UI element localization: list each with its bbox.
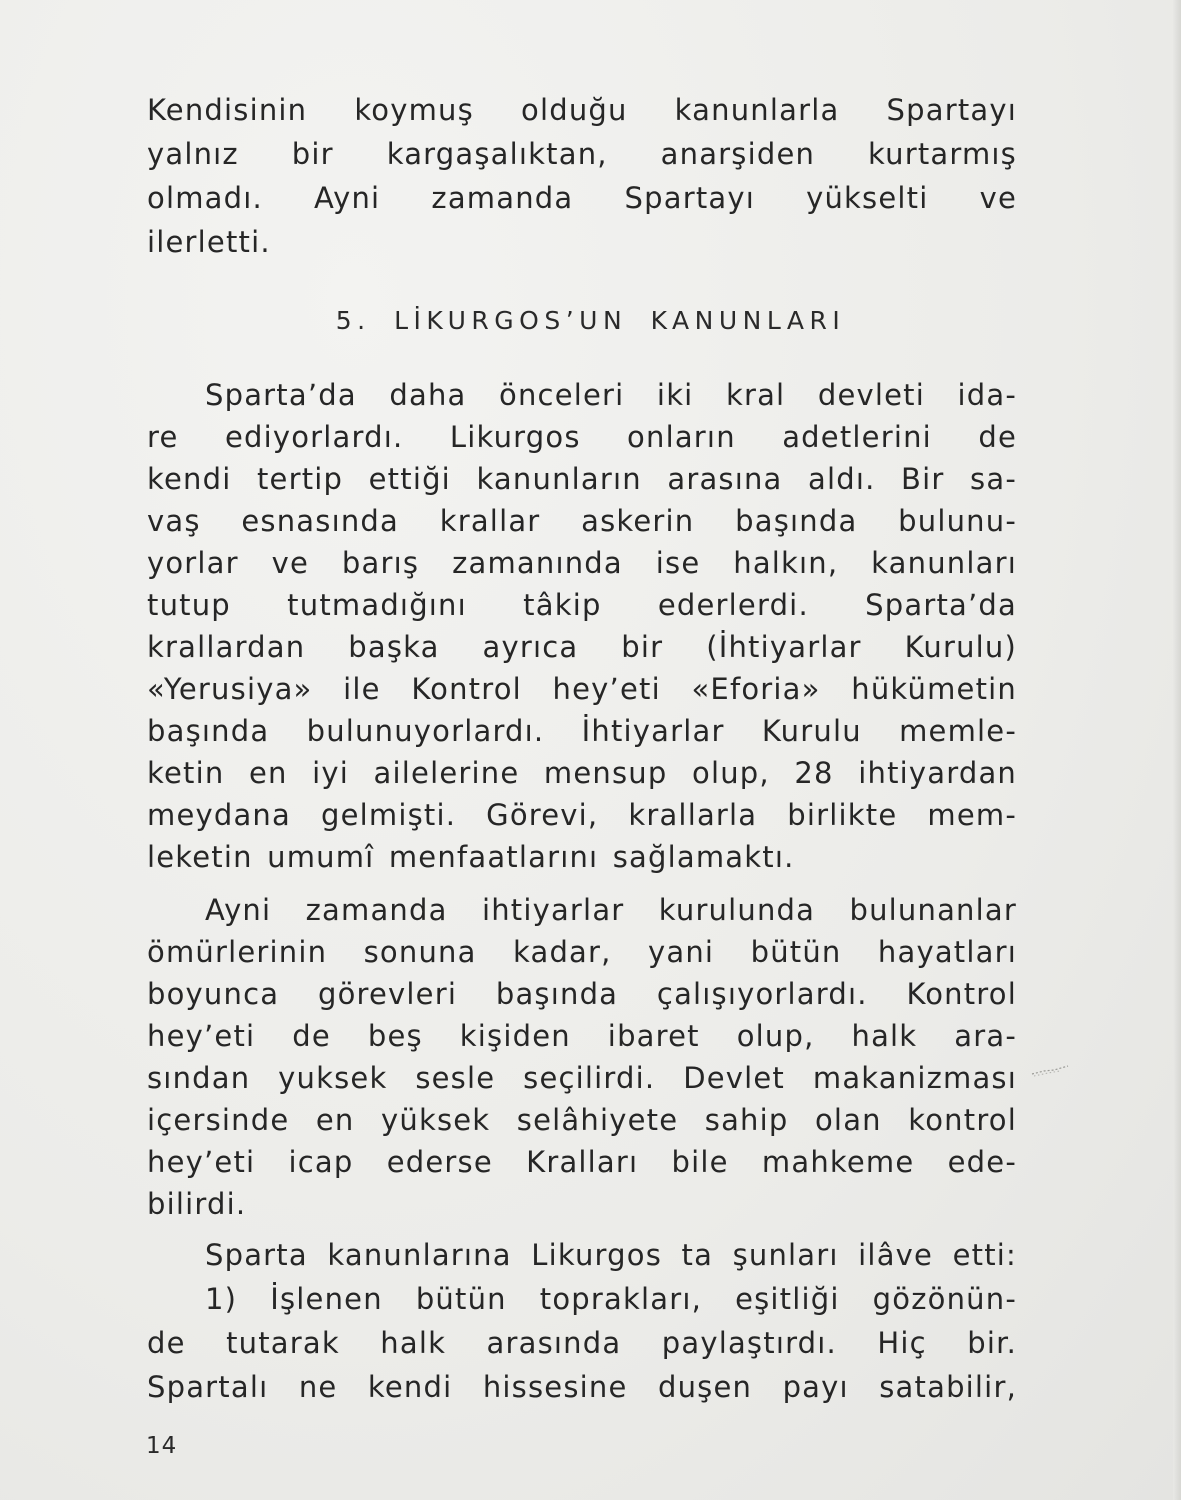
text-line: olmadı. Ayni zamanda Spartayı yükselti ve [147, 181, 1017, 215]
text-line: ilerletti. [147, 225, 271, 259]
text-line: Ayni zamanda ihtiyarlar kurulunda bulunanlar [205, 893, 1017, 927]
text-line: sından yuksek sesle seçilirdi. Devlet makanizması [147, 1061, 1017, 1095]
text-line: hey’eti icap ederse Kralları bile mahkeme ede- [147, 1145, 1017, 1179]
text-line: ömürlerinin sonuna kadar, yani bütün hayatları [147, 935, 1017, 969]
text-line: leketin umumî menfaatlarını sağlamaktı. [147, 840, 795, 874]
text-line: Sparta’da daha önceleri iki kral devleti ida- [205, 378, 1017, 412]
text-line: ketin en iyi ailelerine mensup olup, 28 ihtiyardan [147, 756, 1017, 790]
page-edge [1173, 0, 1181, 1500]
text-line: re ediyorlardı. Likurgos onların adetlerini de [147, 420, 1017, 454]
text-line: tutup tutmadığını tâkip ederlerdi. Sparta’da [147, 588, 1017, 622]
text-line: «Yerusiya» ile Kontrol hey’eti «Eforia» hükümetin [147, 672, 1017, 706]
ink-smudge-mark [1030, 1064, 1070, 1078]
text-line: hey’eti de beş kişiden ibaret olup, halk ara- [147, 1019, 1017, 1053]
section-heading: 5. LİKURGOS’UN KANUNLARI [335, 306, 846, 335]
text-line: krallardan başka ayrıca bir (İhtiyarlar Kurulu) [147, 630, 1017, 664]
text-line: yalnız bir kargaşalıktan, anarşiden kurtarmış [147, 137, 1017, 171]
text-line: içersinde en yüksek selâhiyete sahip olan kontrol [147, 1103, 1017, 1137]
text-line: de tutarak halk arasında paylaştırdı. Hiç bir. [147, 1326, 1017, 1360]
text-line: kendi tertip ettiği kanunların arasına aldı. Bir sa- [147, 462, 1017, 496]
page-number: 14 [146, 1433, 178, 1459]
text-line: bilirdi. [147, 1187, 247, 1221]
text-line: Spartalı ne kendi hissesine duşen payı satabilir, [147, 1370, 1017, 1404]
text-line: Kendisinin koymuş olduğu kanunlarla Spartayı [147, 93, 1017, 127]
text-line: vaş esnasında krallar askerin başında bulunu- [147, 504, 1017, 538]
text-line: Sparta kanunlarına Likurgos ta şunları ilâve etti: [205, 1238, 1017, 1272]
text-line: boyunca görevleri başında çalışıyorlardı. Kontrol [147, 977, 1017, 1011]
text-line: yorlar ve barış zamanında ise halkın, kanunları [147, 546, 1017, 580]
text-line: başında bulunuyorlardı. İhtiyarlar Kurulu memle- [147, 714, 1017, 748]
text-line: meydana gelmişti. Görevi, krallarla birlikte mem- [147, 798, 1017, 832]
text-line: 1) İşlenen bütün toprakları, eşitliği gözönün- [205, 1282, 1017, 1316]
